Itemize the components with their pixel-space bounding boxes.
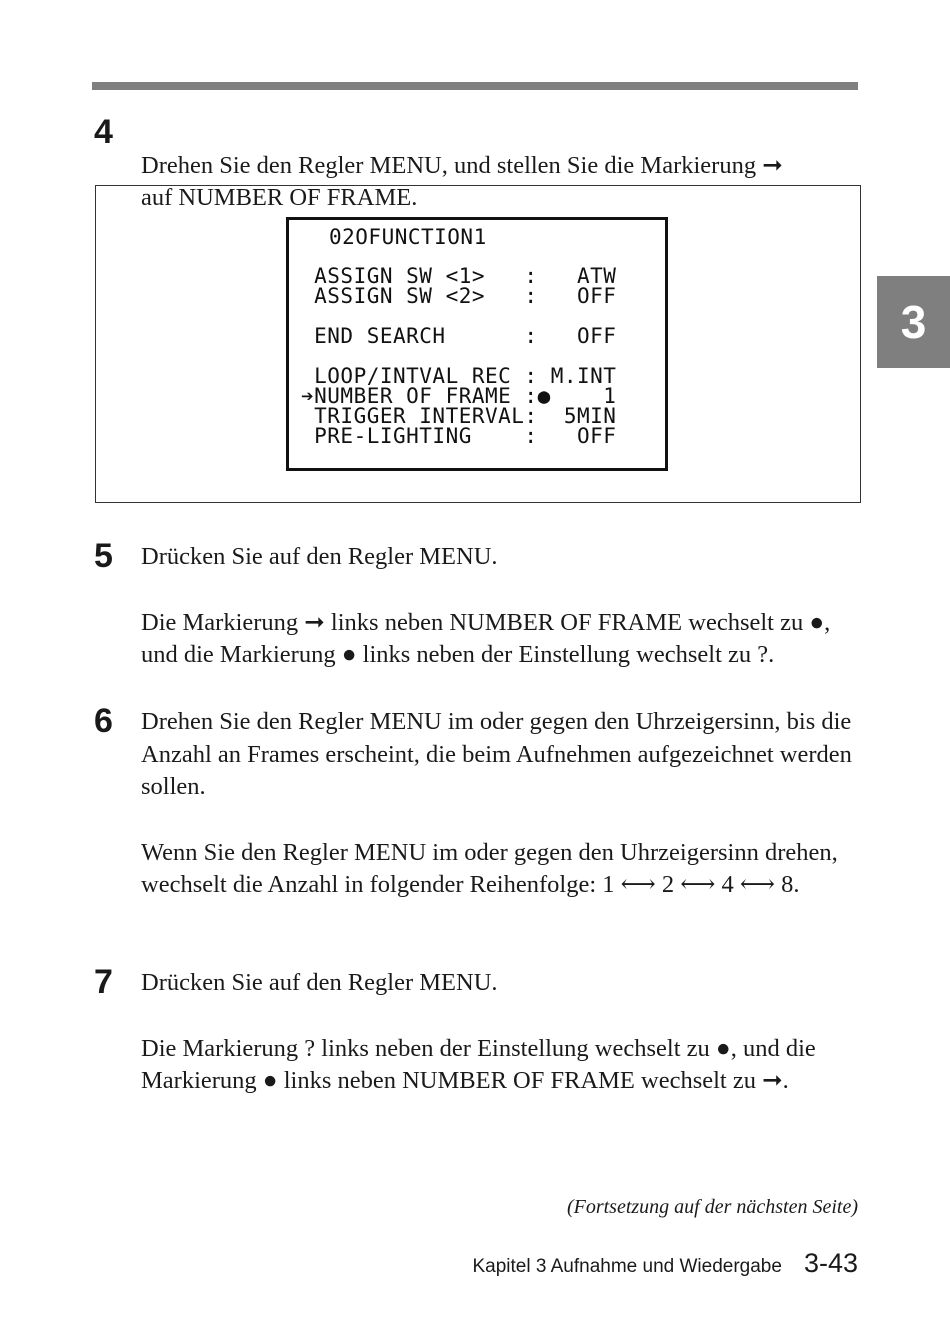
step-number: 7 — [94, 963, 113, 1001]
menu-line-trigger-interval: TRIGGER INTERVAL: 5MIN — [301, 404, 617, 428]
chapter-tab: 3 — [877, 276, 950, 368]
menu-line-end-search: END SEARCH : OFF — [301, 324, 617, 348]
menu-line-number-of-frame: ➔NUMBER OF FRAME :● 1 — [301, 384, 617, 408]
step-number: 5 — [94, 537, 113, 575]
step-paragraph: Drücken Sie auf den Regler MENU. — [141, 543, 498, 570]
step-6 — [94, 702, 864, 902]
top-rule — [92, 82, 858, 90]
menu-line-loop-intval-rec: LOOP/INTVAL REC : M.INT — [301, 364, 617, 388]
continuation-note: (Fortsetzung auf der nächsten Seite) — [566, 1196, 858, 1218]
menu-title: 02OFUNCTION1 — [329, 225, 487, 249]
menu-screen — [286, 217, 668, 471]
menu-figure — [95, 185, 861, 503]
step-7 — [94, 963, 864, 1098]
step-paragraph: Die Markierung ➞ links neben NUMBER OF FRAME wechselt zu ●, und die Markierung ● links neben der Einstellung wechselt zu ?. — [141, 608, 831, 668]
menu-line-pre-lighting: PRE-LIGHTING : OFF — [301, 424, 617, 448]
step-number: 4 — [94, 113, 113, 151]
chapter-label: Kapitel 3 Aufnahme und Wiedergabe — [472, 1256, 782, 1277]
step-paragraph: Drehen Sie den Regler MENU, und stellen Sie die Markierung ➞ auf NUMBER OF FRAME. — [141, 151, 783, 211]
step-number: 6 — [94, 702, 113, 740]
step-paragraph: Wenn Sie den Regler MENU im oder gegen den Uhrzeigersinn drehen, wechselt die Anzahl in folgender Reihenfolge: 1 ⟷ 2 ⟷ 4 ⟷ 8. — [141, 838, 838, 898]
step-paragraph: Drehen Sie den Regler MENU im oder gegen den Uhrzeigersinn, bis die Anzahl an Frames erscheint, die beim Aufnehmen aufgezeichnet werden sollen. — [141, 708, 852, 800]
page-number: 3-43 — [803, 1248, 858, 1278]
menu-line-assign-sw-1: ASSIGN SW <1> : ATW — [301, 264, 617, 288]
menu-line-assign-sw-2: ASSIGN SW <2> : OFF — [301, 284, 617, 308]
step-5 — [94, 537, 864, 672]
page-footer — [472, 1248, 858, 1279]
step-paragraph: Drücken Sie auf den Regler MENU. — [141, 969, 498, 996]
step-paragraph: Die Markierung ? links neben der Einstellung wechselt zu ●, und die Markierung ● links neben NUMBER OF FRAME wechselt zu ➞. — [141, 1034, 816, 1094]
